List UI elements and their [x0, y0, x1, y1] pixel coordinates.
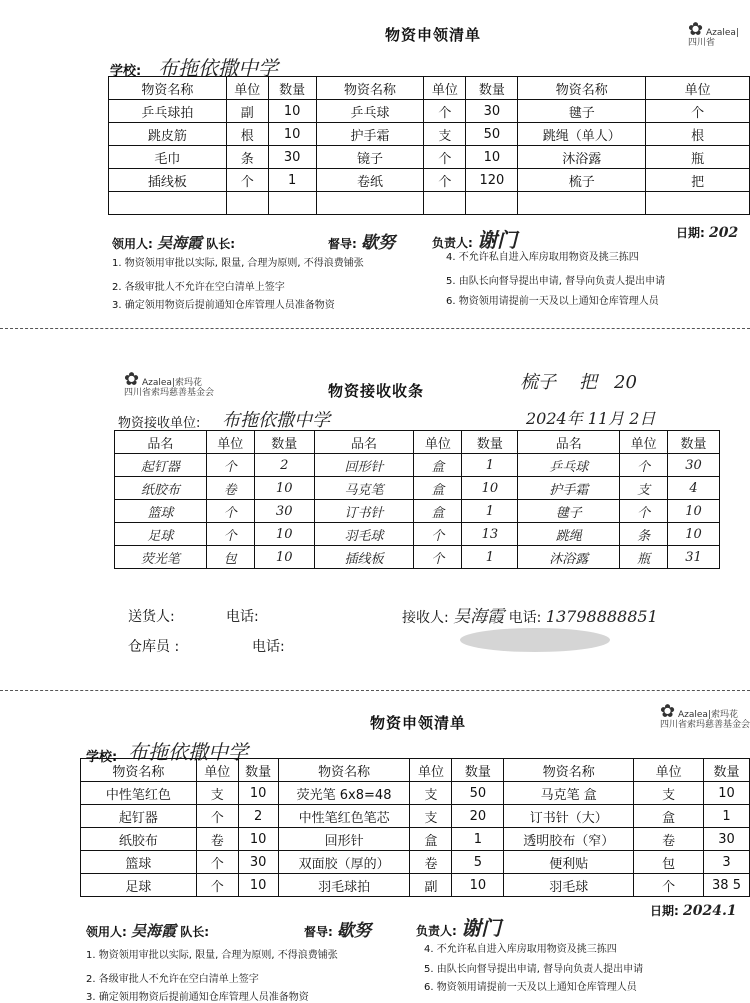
table-row — [115, 546, 720, 569]
table-cell: 个 — [634, 874, 704, 897]
receiver-label: 领用人: — [112, 237, 153, 251]
table-cell: 支 — [634, 782, 704, 805]
table-cell: 10 — [668, 500, 720, 523]
column-header: 品名 — [518, 431, 620, 454]
form2-logo — [124, 369, 244, 398]
table-cell: 盒 — [634, 805, 704, 828]
table-cell: 30 — [268, 146, 316, 169]
table-cell: 羽毛球拍 — [278, 874, 410, 897]
warehouse-phone-label: 电话: — [252, 639, 285, 655]
form3-school-value: 布拖依撒中学 — [128, 740, 248, 764]
table-cell: 支 — [424, 123, 466, 146]
form1-rule-4: 4. 不允许私自进入库房取用物资及挑三拣四 — [446, 252, 639, 263]
table-cell: 瓶 — [620, 546, 668, 569]
table-cell: 支 — [410, 782, 452, 805]
receiver-signature: 吴海霞 — [131, 922, 177, 940]
form2-warehouse — [128, 636, 179, 656]
table-cell: 卷 — [410, 851, 452, 874]
table-cell: 支 — [410, 805, 452, 828]
table-cell: 10 — [238, 828, 278, 851]
column-header: 物资名称 — [109, 77, 227, 100]
table-cell: 10 — [238, 874, 278, 897]
table-cell: 起钉器 — [115, 454, 207, 477]
form2-receiver — [402, 602, 658, 627]
receiver-label: 接收人: — [402, 610, 449, 626]
deliverer-label: 送货人: — [128, 609, 175, 625]
manager-label: 负责人: — [432, 236, 473, 250]
table-cell: 10 — [254, 477, 314, 500]
form2-unit-label: 物资接收单位: — [118, 416, 201, 431]
table-cell: 10 — [254, 523, 314, 546]
column-header: 数量 — [704, 759, 750, 782]
supervisor-signature: 歇努 — [337, 921, 371, 941]
table-row — [115, 477, 720, 500]
table-cell: 荧光笔 — [115, 546, 207, 569]
table-cell: 个 — [424, 146, 466, 169]
form1-rule-5: 5. 由队长向督导提出申请, 督导向负责人提出申请 — [446, 276, 666, 287]
table-cell: 条 — [620, 523, 668, 546]
table-cell: 13 — [462, 523, 518, 546]
table-cell: 跳绳（单人） — [518, 123, 646, 146]
table-row — [81, 851, 750, 874]
column-header: 物资名称 — [81, 759, 197, 782]
table-cell: 回形针 — [314, 454, 414, 477]
table-cell — [316, 192, 424, 215]
table-cell: 10 — [268, 123, 316, 146]
column-header: 单位 — [646, 77, 750, 100]
table-cell: 纸胶布 — [81, 828, 197, 851]
table-cell: 荧光笔 6x8=48 — [278, 782, 410, 805]
table-cell: 10 — [452, 874, 504, 897]
form3-title: 物资申领清单 — [370, 714, 467, 732]
table-cell: 羽毛球 — [504, 874, 634, 897]
column-header: 数量 — [668, 431, 720, 454]
table-cell — [226, 192, 268, 215]
table-cell: 双面胶（厚的） — [278, 851, 410, 874]
manager-signature: 谢门 — [477, 228, 517, 252]
form3-manager — [416, 912, 501, 941]
table-cell: 个 — [196, 805, 238, 828]
table-cell: 纸胶布 — [115, 477, 207, 500]
table-cell: 足球 — [81, 874, 197, 897]
form1-rule-1: 1. 物资领用审批以实际, 限量, 合理为原则, 不得浪费铺张 — [112, 258, 364, 269]
form1-school-value: 布拖依撒中学 — [158, 56, 278, 80]
form1-logo-text: Azalea| 四川省 — [688, 28, 739, 48]
table-cell: 足球 — [115, 523, 207, 546]
table-cell: 沐浴露 — [518, 546, 620, 569]
table-cell — [109, 192, 227, 215]
receiver-signature: 吴海霞 — [157, 234, 203, 252]
cut-line-1 — [0, 328, 750, 329]
receiver-phone-value: 13798888851 — [545, 607, 658, 626]
form3-rule-5: 5. 由队长向督导提出申请, 督导向负责人提出申请 — [424, 964, 644, 975]
form2-deliverer — [128, 606, 175, 626]
table-cell — [466, 192, 518, 215]
form2-deliverer-phone — [226, 606, 259, 626]
form1-rule-6: 6. 物资领用请提前一天及以上通知仓库管理人员 — [446, 296, 659, 307]
form1-title: 物资申领清单 — [385, 26, 482, 44]
table-cell: 镜子 — [316, 146, 424, 169]
table-cell: 3 — [704, 851, 750, 874]
form3-rule-1: 1. 物资领用审批以实际, 限量, 合理为原则, 不得浪费铺张 — [86, 950, 338, 961]
table-cell: 梳子 — [518, 169, 646, 192]
form1-date — [676, 224, 738, 241]
table-cell: 个 — [646, 100, 750, 123]
table-cell: 护手霜 — [316, 123, 424, 146]
column-header: 数量 — [462, 431, 518, 454]
table-row — [109, 169, 750, 192]
table-cell: 个 — [424, 169, 466, 192]
manager-signature: 谢门 — [461, 916, 501, 940]
table-cell: 10 — [238, 782, 278, 805]
table-cell: 50 — [452, 782, 504, 805]
table-cell: 10 — [268, 100, 316, 123]
table-cell: 卷 — [634, 828, 704, 851]
column-header: 单位 — [410, 759, 452, 782]
table-cell: 插线板 — [314, 546, 414, 569]
table-cell: 盒 — [414, 477, 462, 500]
deliverer-phone-label: 电话: — [226, 609, 259, 625]
date-value: 202 — [709, 225, 739, 241]
table-cell: 包 — [206, 546, 254, 569]
form3-table — [80, 758, 750, 897]
column-header: 品名 — [314, 431, 414, 454]
column-header: 数量 — [254, 431, 314, 454]
table-cell: 个 — [196, 874, 238, 897]
table-cell: 1 — [452, 828, 504, 851]
table-row — [109, 146, 750, 169]
receiver-label: 领用人: — [86, 925, 127, 939]
manager-label: 负责人: — [416, 924, 457, 938]
table-cell: 盒 — [414, 454, 462, 477]
column-header: 物资名称 — [278, 759, 410, 782]
table-cell: 根 — [646, 123, 750, 146]
form1-supervisor — [328, 228, 395, 253]
table-cell: 个 — [226, 169, 268, 192]
table-row — [81, 874, 750, 897]
receiver-phone-label: 电话: — [508, 610, 542, 626]
table-cell: 50 — [466, 123, 518, 146]
column-header: 单位 — [196, 759, 238, 782]
table-cell: 中性笔红色笔芯 — [278, 805, 410, 828]
table-cell: 10 — [254, 546, 314, 569]
supervisor-signature: 歇努 — [361, 233, 395, 253]
table-cell: 个 — [196, 851, 238, 874]
table-cell: 30 — [238, 851, 278, 874]
table-cell: 盒 — [414, 500, 462, 523]
captain-label: 队长: — [206, 237, 236, 251]
table-cell: 起钉器 — [81, 805, 197, 828]
table-cell: 插线板 — [109, 169, 227, 192]
table-cell: 条 — [226, 146, 268, 169]
table-cell: 4 — [668, 477, 720, 500]
table-cell: 回形针 — [278, 828, 410, 851]
column-header: 单位 — [620, 431, 668, 454]
form1-table — [108, 76, 750, 215]
table-cell: 1 — [268, 169, 316, 192]
column-header: 品名 — [115, 431, 207, 454]
form3-school-label: 学校: — [86, 750, 118, 765]
form2-receipt — [0, 330, 750, 670]
table-cell: 乒乓球 — [518, 454, 620, 477]
form2-unit-value: 布拖依撒中学 — [222, 410, 330, 431]
table-cell: 订书针（大） — [504, 805, 634, 828]
table-cell: 5 — [452, 851, 504, 874]
form3-sign-line — [86, 920, 209, 941]
table-cell: 副 — [410, 874, 452, 897]
form2-date: 2024年 11月 2日 — [526, 409, 656, 428]
table-cell: 31 — [668, 546, 720, 569]
form3-rule-6: 6. 物资领用请提前一天及以上通知仓库管理人员 — [424, 982, 637, 993]
form1-school-label: 学校: — [110, 64, 142, 79]
table-cell: 2 — [238, 805, 278, 828]
table-cell: 跳绳 — [518, 523, 620, 546]
table-cell: 个 — [206, 454, 254, 477]
form1-logo — [688, 19, 750, 48]
table-row — [115, 523, 720, 546]
table-cell: 38 5 — [704, 874, 750, 897]
table-cell: 卷 — [206, 477, 254, 500]
column-header: 单位 — [634, 759, 704, 782]
table-cell: 30 — [254, 500, 314, 523]
column-header: 单位 — [424, 77, 466, 100]
table-cell: 盒 — [410, 828, 452, 851]
column-header: 数量 — [268, 77, 316, 100]
supervisor-label: 督导: — [328, 237, 357, 251]
table-cell: 毽子 — [518, 500, 620, 523]
table-cell: 个 — [424, 100, 466, 123]
table-cell: 根 — [226, 123, 268, 146]
receiver-signature: 吴海霞 — [453, 607, 505, 627]
table-cell: 个 — [620, 454, 668, 477]
form3-rule-2: 2. 各级审批人不允许在空白清单上签字 — [86, 974, 259, 985]
table-cell: 1 — [704, 805, 750, 828]
table-cell — [646, 192, 750, 215]
table-cell: 跳皮筋 — [109, 123, 227, 146]
table-cell: 1 — [462, 454, 518, 477]
table-cell: 支 — [196, 782, 238, 805]
form2-logo-text: Azalea|索玛花 四川省索玛慈善基金会 — [124, 378, 215, 398]
table-cell: 10 — [462, 477, 518, 500]
form2-header-row — [115, 431, 720, 454]
table-cell: 篮球 — [81, 851, 197, 874]
table-cell: 乒乓球 — [316, 100, 424, 123]
table-cell — [424, 192, 466, 215]
table-cell: 20 — [452, 805, 504, 828]
table-cell: 10 — [668, 523, 720, 546]
form3-header-row — [81, 759, 750, 782]
scan-smudge — [460, 628, 610, 652]
warehouse-label: 仓库员 : — [128, 639, 180, 655]
table-cell: 30 — [466, 100, 518, 123]
captain-label: 队长: — [180, 925, 210, 939]
table-cell: 个 — [620, 500, 668, 523]
form3-date — [650, 902, 737, 919]
form1-sign-line — [112, 232, 235, 253]
table-cell: 护手霜 — [518, 477, 620, 500]
table-cell: 10 — [466, 146, 518, 169]
form3-logo-text: Azalea|索玛花 四川省索玛慈善基金会 — [660, 710, 750, 730]
table-cell: 把 — [646, 169, 750, 192]
form2-warehouse-phone — [252, 636, 285, 656]
form3-rule-3: 3. 确定领用物资后提前通知仓库管理人员准备物资 — [86, 992, 309, 1003]
table-cell: 沐浴露 — [518, 146, 646, 169]
supervisor-label: 督导: — [304, 925, 333, 939]
date-label: 日期: — [650, 904, 679, 918]
table-cell: 篮球 — [115, 500, 207, 523]
table-cell: 羽毛球 — [314, 523, 414, 546]
table-cell: 马克笔 盒 — [504, 782, 634, 805]
date-label: 日期: — [676, 226, 705, 240]
table-row — [109, 192, 750, 215]
table-cell: 副 — [226, 100, 268, 123]
form2-note: 梳子 把 20 — [520, 372, 637, 393]
form3-logo — [660, 701, 750, 730]
form1-requisition — [0, 0, 750, 330]
column-header: 数量 — [452, 759, 504, 782]
column-header: 数量 — [466, 77, 518, 100]
form2-table — [114, 430, 720, 569]
column-header: 物资名称 — [504, 759, 634, 782]
column-header: 单位 — [414, 431, 462, 454]
column-header: 物资名称 — [518, 77, 646, 100]
table-row — [81, 828, 750, 851]
table-row — [109, 100, 750, 123]
table-cell: 毽子 — [518, 100, 646, 123]
table-cell: 毛巾 — [109, 146, 227, 169]
table-row — [115, 500, 720, 523]
form1-rule-2: 2. 各级审批人不允许在空白清单上签字 — [112, 282, 285, 293]
table-row — [81, 805, 750, 828]
form1-header-row — [109, 77, 750, 100]
table-cell: 支 — [620, 477, 668, 500]
table-cell: 2 — [254, 454, 314, 477]
table-cell: 卷纸 — [316, 169, 424, 192]
table-cell: 包 — [634, 851, 704, 874]
column-header: 数量 — [238, 759, 278, 782]
table-row — [115, 454, 720, 477]
flower-logo-icon: ✿ — [688, 19, 704, 40]
table-cell: 30 — [704, 828, 750, 851]
form3-rule-4: 4. 不允许私自进入库房取用物资及挑三拣四 — [424, 944, 617, 955]
form2-title: 物资接收收条 — [328, 382, 425, 400]
table-cell — [268, 192, 316, 215]
table-cell: 透明胶布（窄） — [504, 828, 634, 851]
table-cell: 个 — [414, 523, 462, 546]
table-cell — [518, 192, 646, 215]
flower-logo-icon: ✿ — [660, 701, 676, 722]
table-cell: 10 — [704, 782, 750, 805]
table-cell: 120 — [466, 169, 518, 192]
table-cell: 1 — [462, 546, 518, 569]
table-cell: 个 — [206, 523, 254, 546]
column-header: 单位 — [226, 77, 268, 100]
table-cell: 1 — [462, 500, 518, 523]
table-row — [81, 782, 750, 805]
date-value: 2024.1 — [683, 903, 737, 919]
form1-rule-3: 3. 确定领用物资后提前通知仓库管理人员准备物资 — [112, 300, 335, 311]
table-cell: 订书针 — [314, 500, 414, 523]
table-cell: 乒乓球拍 — [109, 100, 227, 123]
table-cell: 个 — [206, 500, 254, 523]
table-cell: 中性笔红色 — [81, 782, 197, 805]
column-header: 物资名称 — [316, 77, 424, 100]
table-row — [109, 123, 750, 146]
table-cell: 便利贴 — [504, 851, 634, 874]
column-header: 单位 — [206, 431, 254, 454]
table-cell: 个 — [414, 546, 462, 569]
table-cell: 马克笔 — [314, 477, 414, 500]
table-cell: 30 — [668, 454, 720, 477]
form3-supervisor — [304, 916, 371, 941]
flower-logo-icon: ✿ — [124, 369, 140, 390]
table-cell: 瓶 — [646, 146, 750, 169]
form3-requisition — [0, 690, 750, 1003]
table-cell: 卷 — [196, 828, 238, 851]
